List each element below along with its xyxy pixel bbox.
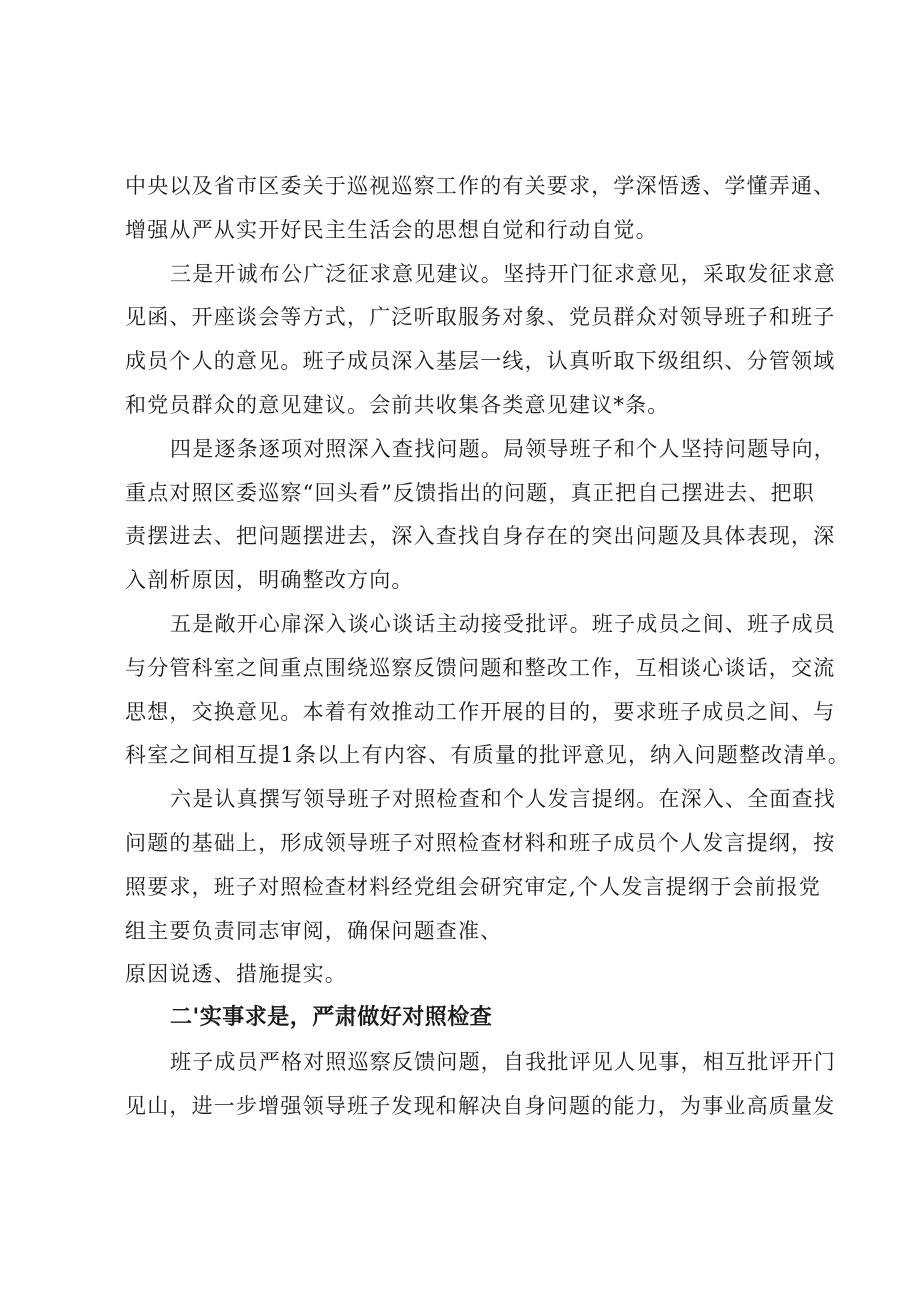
text-line: 见山，进一步增强领导班子发现和解决自身问题的能力，为事业高质量发 xyxy=(125,1094,836,1118)
text-line: 问题的基础上，形成领导班子对照检查材料和班子成员个人发言提纲，按 xyxy=(125,831,836,855)
text-line: 思想，交换意见。本着有效推动工作开展的目的，要求班子成员之间、与 xyxy=(125,700,836,724)
text-line: 与分管科室之间重点围绕巡察反馈问题和整改工作，互相谈心谈话，交流 xyxy=(125,656,836,680)
paragraph-start: 五是敞开心扉深入谈心谈话主动接受批评。班子成员之间、班子成员 xyxy=(170,612,836,636)
text-line: 和党员群众的意见建议。会前共收集各类意见建议*条。 xyxy=(125,393,670,417)
text-line: 科室之间相互提1条以上有内容、有质量的批评意见，纳入问题整改清单。 xyxy=(125,743,850,767)
paragraph-start: 四是逐条逐项对照深入查找问题。局领导班子和个人坚持问题导向， xyxy=(170,437,836,461)
text-line: 入剖析原因，明确整改方向。 xyxy=(125,568,414,592)
paragraph-start: 六是认真撰写领导班子对照检查和个人发言提纲。在深入、全面查找 xyxy=(170,787,836,811)
text-line: 见函、开座谈会等方式，广泛听取服务对象、党员群众对领导班子和班子 xyxy=(125,305,836,329)
text-line: 责摆进去、把问题摆进去，深入查找自身存在的突出问题及具体表现，深 xyxy=(125,524,836,548)
section-heading: 二'实事求是，严肃做好对照检查 xyxy=(170,1005,493,1030)
text-line: 原因说透、措施提实。 xyxy=(125,962,347,986)
text-line: 组主要负责同志审阅，确保问题查准、 xyxy=(125,919,503,943)
paragraph-start: 三是开诚布公广泛征求意见建议。坚持开门征求意见，采取发征求意 xyxy=(170,262,836,286)
paragraph-start: 班子成员严格对照巡察反馈问题，自我批评见人见事，相互批评开门 xyxy=(170,1050,836,1074)
text-line: 增强从严从实开好民主生活会的思想自觉和行动自觉。 xyxy=(125,218,658,242)
text-line: 成员个人的意见。班子成员深入基层一线，认真听取下级组织、分管领域 xyxy=(125,349,836,373)
text-line: 照要求，班子对照检查材料经党组会研究审定,个人发言提纲于会前报党 xyxy=(125,875,822,899)
text-line: 重点对照区委巡察“回头看”反馈指出的问题，真正把自己摆进去、把职 xyxy=(125,481,815,505)
text-line: 中央以及省市区委关于巡视巡察工作的有关要求，学深悟透、学懂弄通、 xyxy=(125,174,836,198)
